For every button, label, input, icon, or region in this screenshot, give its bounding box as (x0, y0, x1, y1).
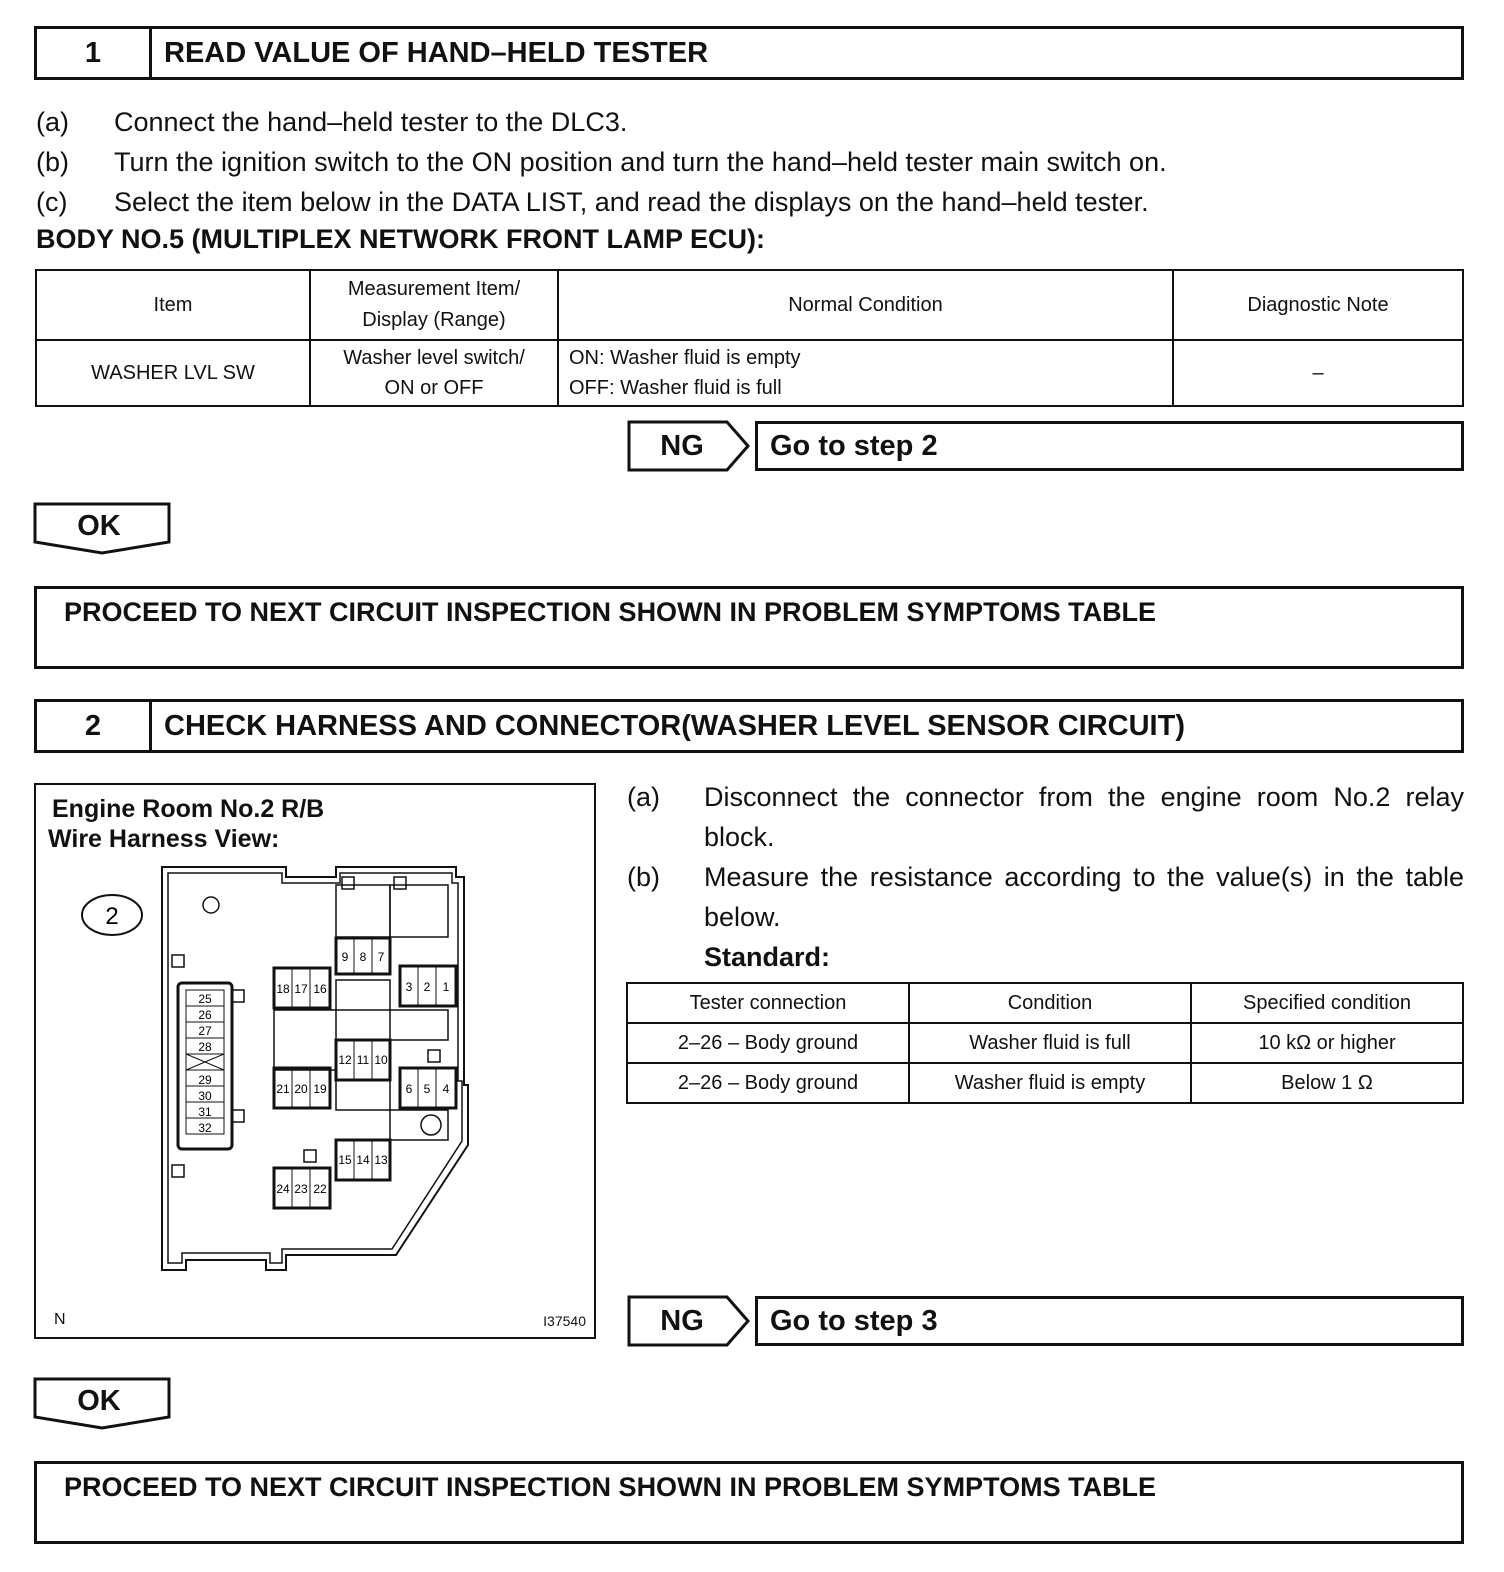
corner-left-label: N (54, 1311, 66, 1328)
data-list-table-title: BODY NO.5 (MULTIPLEX NETWORK FRONT LAMP ECU): (36, 224, 765, 254)
pin-28: 28 (198, 1040, 212, 1054)
pin-29: 29 (198, 1073, 212, 1087)
corner-right-label: I37540 (543, 1313, 586, 1329)
instruction-b (36, 142, 1466, 182)
instruction-label: (c) (36, 186, 68, 217)
cell-condition: Washer fluid is empty (909, 1063, 1191, 1103)
instruction-text: Turn the ignition switch to the ON position and turn the hand–held tester main switch on. (114, 146, 1167, 177)
pin-25: 25 (198, 992, 212, 1006)
instruction-c (36, 182, 1466, 222)
cell-tester-connection: 2–26 – Body ground (627, 1023, 909, 1063)
cell-specified-condition: 10 kΩ or higher (1191, 1023, 1463, 1063)
header-specified-condition: Specified condition (1191, 983, 1463, 1023)
proceed-text: PROCEED TO NEXT CIRCUIT INSPECTION SHOWN IN PROBLEM SYMPTOMS TABLE (64, 1472, 1157, 1502)
relay-21-20-19 (274, 1068, 330, 1108)
left-connector-pins (186, 990, 224, 1135)
svg-text:11: 11 (356, 1053, 370, 1067)
ng-action-text: Go to step 3 (770, 1304, 938, 1337)
step1-header (34, 26, 1464, 80)
cell-specified-condition: Below 1 Ω (1191, 1063, 1463, 1103)
instruction-label: (b) (627, 862, 660, 892)
pin-30: 30 (198, 1089, 212, 1103)
svg-text:16: 16 (313, 982, 327, 996)
svg-text:3: 3 (405, 980, 413, 994)
relay-6-5-4 (400, 1068, 456, 1108)
svg-text:18: 18 (276, 982, 290, 996)
svg-text:17: 17 (294, 982, 308, 996)
table-row (627, 1063, 1463, 1103)
instruction-b (627, 857, 1464, 937)
svg-text:19: 19 (313, 1082, 327, 1096)
instruction-text: Disconnect the connector from the engine room No.2 relay block. (704, 782, 1464, 852)
ng-action-text: Go to step 2 (770, 429, 938, 462)
pin-26: 26 (198, 1008, 212, 1022)
ng-label: NG (660, 1304, 704, 1337)
cell-measurement (310, 340, 558, 406)
relay-18-17-16 (274, 968, 330, 1008)
pin-32: 32 (198, 1121, 212, 1135)
instruction-label: (b) (36, 146, 69, 177)
instruction-label: (a) (627, 782, 660, 812)
cell-normal-condition (558, 340, 1173, 406)
ng-action-box (755, 1296, 1464, 1346)
relay-9-8-7 (336, 938, 390, 974)
svg-text:24: 24 (276, 1182, 290, 1196)
pin-31: 31 (198, 1105, 212, 1119)
svg-text:9: 9 (341, 950, 349, 964)
cell-item: WASHER LVL SW (36, 340, 310, 406)
svg-text:15: 15 (338, 1153, 352, 1167)
ng-action-box (755, 421, 1464, 471)
resistance-table (626, 982, 1464, 1104)
header-item: Item (36, 270, 310, 340)
svg-text:8: 8 (359, 950, 367, 964)
proceed-box (34, 586, 1464, 669)
step2-number: 2 (37, 702, 152, 750)
cell-measurement-line2: ON or OFF (384, 377, 484, 399)
svg-text:2: 2 (423, 980, 431, 994)
connector-number: 2 (105, 903, 119, 930)
cell-normal-line2: OFF: Washer fluid is full (569, 377, 782, 399)
svg-text:10: 10 (374, 1053, 388, 1067)
header-tester-connection: Tester connection (627, 983, 909, 1023)
svg-text:20: 20 (294, 1082, 308, 1096)
header-measurement (310, 270, 558, 340)
svg-text:7: 7 (377, 950, 385, 964)
svg-text:22: 22 (313, 1182, 327, 1196)
step1-number: 1 (37, 29, 152, 77)
instruction-label: (a) (36, 106, 69, 137)
cell-normal-line1: ON: Washer fluid is empty (569, 347, 801, 369)
figure-title-line1: Engine Room No.2 R/B (52, 795, 325, 823)
header-measurement-line2: Display (Range) (362, 309, 506, 331)
relay-3-2-1 (400, 966, 456, 1006)
proceed-text: PROCEED TO NEXT CIRCUIT INSPECTION SHOWN IN PROBLEM SYMPTOMS TABLE (64, 597, 1157, 627)
svg-text:21: 21 (276, 1082, 290, 1096)
table-row (627, 1023, 1463, 1063)
instruction-a (36, 102, 1466, 142)
svg-text:4: 4 (442, 1082, 450, 1096)
relay-24-23-22 (274, 1168, 330, 1208)
svg-text:13: 13 (374, 1153, 388, 1167)
instruction-a (627, 777, 1464, 857)
instruction-text: Select the item below in the DATA LIST, and read the displays on the hand–held tester. (114, 186, 1149, 217)
cell-measurement-line1: Washer level switch/ (343, 347, 525, 369)
cell-diagnostic-note: – (1173, 340, 1463, 406)
relay-block-drawing (36, 785, 596, 1339)
relay-block-figure (34, 783, 596, 1339)
pin-27: 27 (198, 1024, 212, 1038)
ok-label: OK (77, 1384, 121, 1417)
step2-instructions (627, 777, 1464, 977)
svg-text:23: 23 (294, 1182, 308, 1196)
instruction-text: Connect the hand–held tester to the DLC3. (114, 106, 628, 137)
relay-15-14-13 (336, 1140, 390, 1180)
svg-text:6: 6 (405, 1082, 413, 1096)
svg-text:12: 12 (338, 1053, 352, 1067)
step1-instructions (36, 102, 1466, 222)
ng-label: NG (660, 429, 704, 462)
step2-header (34, 699, 1464, 753)
standard-label: Standard: (704, 942, 831, 972)
header-condition: Condition (909, 983, 1191, 1023)
proceed-box (34, 1461, 1464, 1544)
step1-title: READ VALUE OF HAND–HELD TESTER (164, 36, 709, 69)
cell-tester-connection: 2–26 – Body ground (627, 1063, 909, 1103)
ok-label: OK (77, 509, 121, 542)
svg-text:5: 5 (423, 1082, 431, 1096)
data-list-table (35, 269, 1464, 407)
step2-title: CHECK HARNESS AND CONNECTOR(WASHER LEVEL SENSOR CIRCUIT) (164, 709, 1185, 742)
cell-condition: Washer fluid is full (909, 1023, 1191, 1063)
svg-text:1: 1 (442, 980, 450, 994)
relay-12-11-10 (336, 1040, 390, 1080)
svg-text:14: 14 (356, 1153, 370, 1167)
header-measurement-line1: Measurement Item/ (347, 278, 521, 300)
figure-title-line2: Wire Harness View: (48, 825, 280, 853)
instruction-text: Measure the resistance according to the value(s) in the table below. (704, 862, 1464, 932)
header-normal-condition: Normal Condition (558, 270, 1173, 340)
header-diagnostic-note: Diagnostic Note (1173, 270, 1463, 340)
